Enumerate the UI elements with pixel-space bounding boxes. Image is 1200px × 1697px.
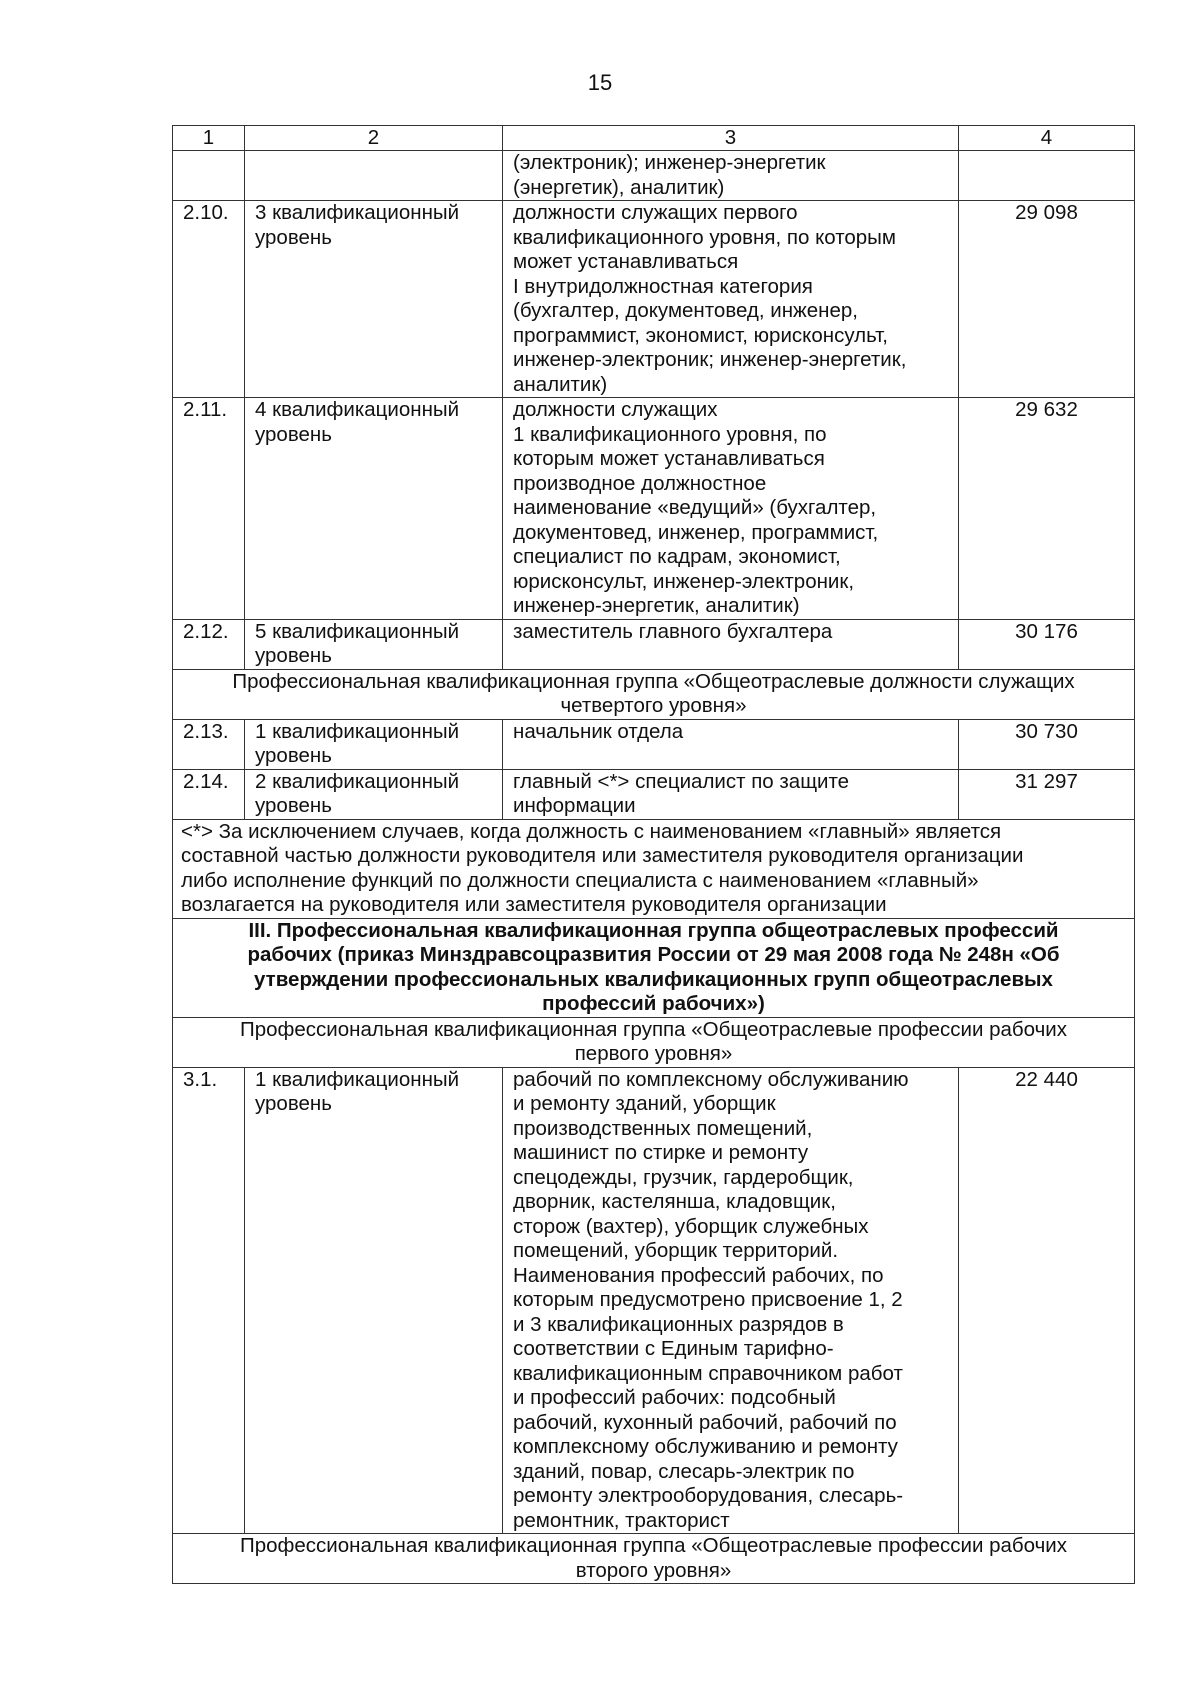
footnote-row [173, 819, 1135, 918]
row-number: 2.14. [173, 769, 245, 819]
salary-table [172, 125, 1135, 1584]
column-header-2: 2 [245, 126, 503, 151]
table-row [173, 769, 1135, 819]
row-level: 3 квалификационный уровень [245, 201, 503, 398]
row-positions: должности служащих первого квалификационного уровня, по которым может устанавливаться I внутридолжностная категория (бухгалтер, документовед, инженер, программист, экономист, юрисконсульт, инженер-электроник; инженер-энергетик, аналитик) [503, 201, 959, 398]
row-salary: 29 632 [959, 398, 1135, 620]
row-level: 1 квалификационный уровень [245, 1067, 503, 1534]
row-number: 3.1. [173, 1067, 245, 1534]
row-level: 2 квалификационный уровень [245, 769, 503, 819]
section-row [173, 918, 1135, 1017]
column-header-4: 4 [959, 126, 1135, 151]
row-positions: начальник отдела [503, 719, 959, 769]
group-heading-workers-2: Профессиональная квалификационная группа «Общеотраслевые профессии рабочих второго уровня» [173, 1534, 1135, 1584]
row-salary: 22 440 [959, 1067, 1135, 1534]
row-number: 2.13. [173, 719, 245, 769]
row-number: 2.10. [173, 201, 245, 398]
group-heading-workers-1: Профессиональная квалификационная группа «Общеотраслевые профессии рабочих первого уровня» [173, 1017, 1135, 1067]
group-row [173, 1534, 1135, 1584]
row-level [245, 151, 503, 201]
row-positions: должности служащих 1 квалификационного уровня, по которым может устанавливаться производное должностное наименование «ведущий» (бухгалтер, документовед, инженер, программист, специалист по кадрам, экономист, юрисконсульт, инженер-электроник, инженер-энергетик, аналитик) [503, 398, 959, 620]
row-salary [959, 151, 1135, 201]
group-heading-level-4: Профессиональная квалификационная группа «Общеотраслевые должности служащих четвертого уровня» [173, 669, 1135, 719]
table-header-row [173, 126, 1135, 151]
row-level: 5 квалификационный уровень [245, 619, 503, 669]
row-number [173, 151, 245, 201]
column-header-3: 3 [503, 126, 959, 151]
section-heading-3: III. Профессиональная квалификационная группа общеотраслевых профессий рабочих (приказ Минздравсоцразвития России от 29 мая 2008 года № 248н «Об утверждении профессиональных квалификационных групп общеотраслевых профессий рабочих») [173, 918, 1135, 1017]
column-header-1: 1 [173, 126, 245, 151]
table-row [173, 719, 1135, 769]
table-row [173, 201, 1135, 398]
row-positions: заместитель главного бухгалтера [503, 619, 959, 669]
row-level: 1 квалификационный уровень [245, 719, 503, 769]
row-number: 2.11. [173, 398, 245, 620]
table-row [173, 398, 1135, 620]
page-number: 15 [587, 70, 613, 95]
row-salary: 29 098 [959, 201, 1135, 398]
row-salary: 30 730 [959, 719, 1135, 769]
group-row [173, 1017, 1135, 1067]
row-positions: главный <*> специалист по защите информации [503, 769, 959, 819]
row-number: 2.12. [173, 619, 245, 669]
table-row [173, 1067, 1135, 1534]
table-row [173, 151, 1135, 201]
table-row [173, 619, 1135, 669]
row-salary: 30 176 [959, 619, 1135, 669]
row-level: 4 квалификационный уровень [245, 398, 503, 620]
row-positions: рабочий по комплексному обслуживанию и ремонту зданий, уборщик производственных помещений, машинист по стирке и ремонту спецодежды, грузчик, гардеробщик, дворник, кастелянша, кладовщик, сторож (вахтер), уборщик служебных помещений, уборщик территорий. Наименования профессий рабочих, по которым предусмотрено присвоение 1, 2 и 3 квалификационных разрядов в соответствии с Единым тарифно- квалификационным справочником работ и профессий рабочих: подсобный рабочий, кухонный рабочий, рабочий по комплексному обслуживанию и ремонту зданий, повар, слесарь-электрик по ремонту электрооборудования, слесарь- ремонтник, тракторист [503, 1067, 959, 1534]
footnote: <*> За исключением случаев, когда должность с наименованием «главный» является составной частью должности руководителя или заместителя руководителя организации либо исполнение функций по должности специалиста с наименованием «главный» возлагается на руководителя или заместителя руководителя организации [173, 819, 1135, 918]
row-positions: (электроник); инженер-энергетик (энергетик), аналитик) [503, 151, 959, 201]
group-row [173, 669, 1135, 719]
row-salary: 31 297 [959, 769, 1135, 819]
